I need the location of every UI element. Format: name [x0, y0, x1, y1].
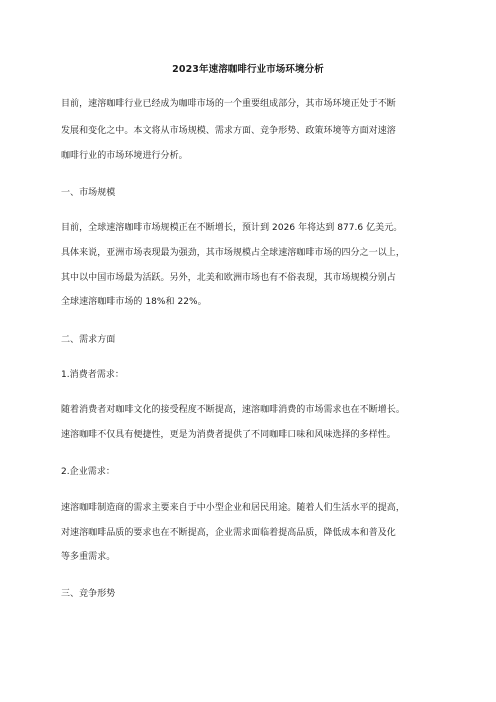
- business-demand-line: 对速溶咖啡品质的要求也在不断提高，企业需求面临着提高品质，降低成本和普及化: [61, 528, 396, 538]
- section-heading-market-size: 一、市场规模: [61, 188, 116, 198]
- document-title: 2023年速溶咖啡行业市场环境分析: [172, 64, 324, 75]
- subheading-business-demand: 2.企业需求：: [61, 467, 115, 477]
- consumer-demand-line: 随着消费者对咖啡文化的接受程度不断提高，速溶咖啡消费的市场需求也在不断增长。: [61, 405, 405, 415]
- market-size-line: 目前，全球速溶咖啡市场规模正在不断增长，预计到 2026 年将达到 877.6 亿美元。: [61, 223, 403, 233]
- subheading-consumer-demand: 1.消费者需求：: [61, 370, 124, 380]
- business-demand-line: 等多重需求。: [61, 552, 116, 562]
- intro-line: 目前，速溶咖啡行业已经成为咖啡市场的一个重要组成部分，其市场环境正处于不断: [61, 99, 396, 109]
- section-heading-demand: 二、需求方面: [61, 335, 116, 345]
- market-size-line: 其中以中国市场最为活跃。另外，北美和欧洲市场也有不俗表现，其市场规模分别占: [61, 273, 396, 283]
- intro-line: 咖啡行业的市场环境进行分析。: [61, 151, 188, 161]
- business-demand-line: 速溶咖啡制造商的需求主要来自于中小型企业和居民用途。随着人们生活水平的提高，: [61, 503, 405, 513]
- consumer-demand-line: 速溶咖啡不仅具有便捷性，更是为消费者提供了不同咖啡口味和风味选择的多样性。: [61, 430, 396, 440]
- intro-line: 发展和变化之中。本文将从市场规模、需求方面、竞争形势、政策环境等方面对速溶: [61, 126, 396, 136]
- market-size-line: 具体来说，亚洲市场表现最为强劲，其市场规模占全球速溶咖啡市场的四分之一以上，: [61, 248, 405, 258]
- market-size-line: 全球速溶咖啡市场的 18%和 22%。: [61, 297, 207, 307]
- section-heading-competition: 三、竞争形势: [61, 589, 116, 599]
